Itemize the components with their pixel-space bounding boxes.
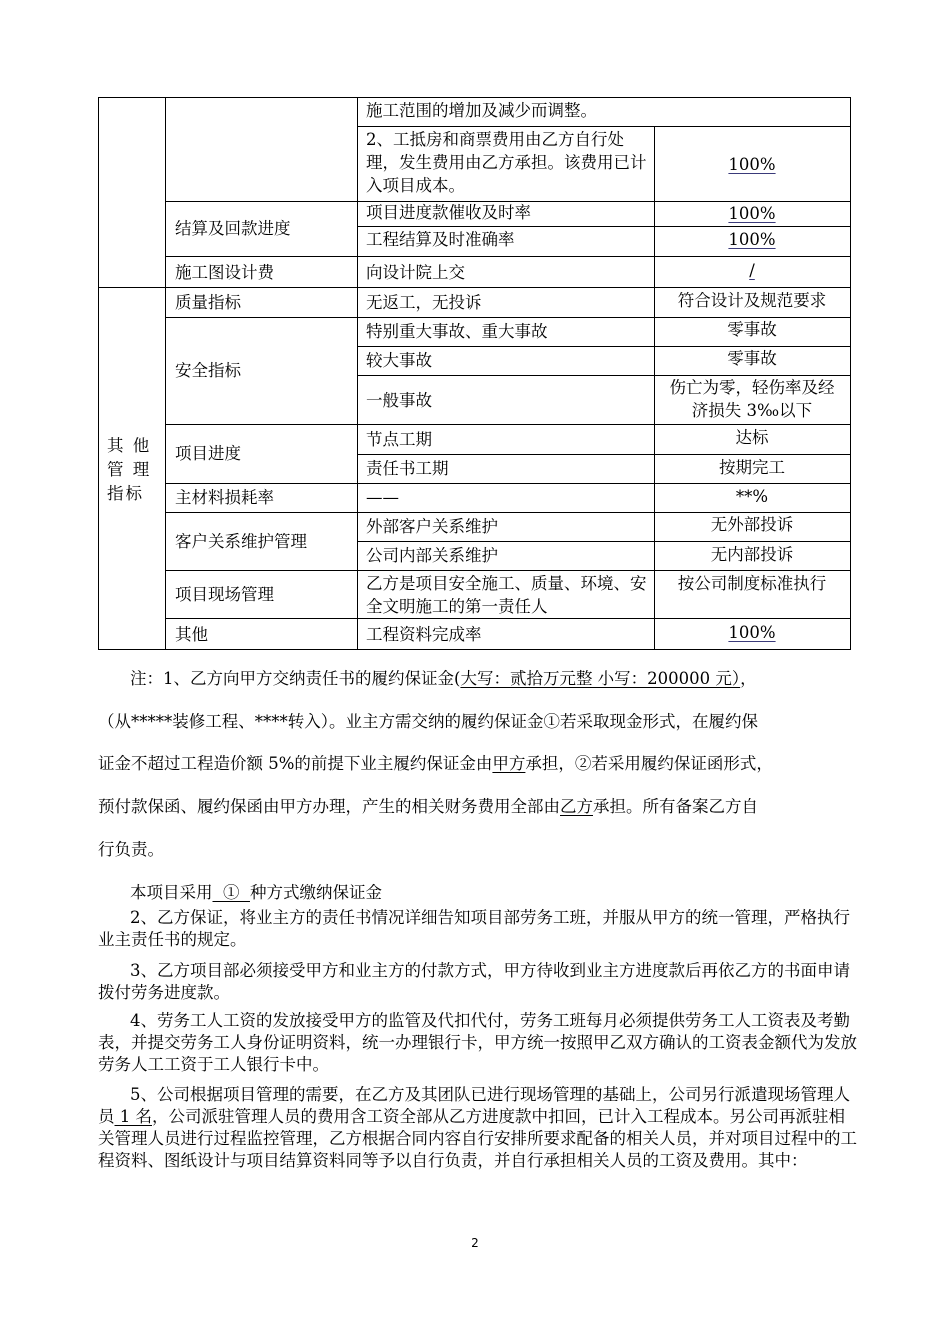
note-line-4: 预付款保函、履约保函由甲方办理，产生的相关财务费用全部由乙方承担。所有备案乙方自: [98, 797, 758, 816]
target-safety-general: 伤亡为零，轻伤率及经济损失 3‰以下: [669, 378, 835, 420]
deposit-amount: 大写：贰拾万元整 小写：200000 元）: [460, 669, 741, 688]
item-external-relations: 外部客户关系维护: [366, 517, 498, 536]
target-quality: 符合设计及规范要求: [677, 291, 827, 310]
target-node-period: 达标: [735, 428, 769, 447]
target-housing-bills: 100%: [728, 155, 776, 174]
note-line-1: 注：1、乙方向甲方交纳责任书的履约保证金(大写：贰拾万元整 小写：200000 元），: [130, 669, 757, 688]
label-design-fee: 施工图设计费: [175, 263, 274, 282]
item-internal-relations: 公司内部关系维护: [366, 546, 498, 565]
target-safety-large: 零事故: [727, 349, 777, 368]
target-settlement-accuracy: 100%: [728, 230, 776, 249]
item-node-period: 节点工期: [366, 430, 432, 449]
item-material-loss: ——: [366, 488, 399, 507]
label-customer-relations: 客户关系维护管理: [175, 532, 307, 551]
deposit-method-line: 本项目采用 ① 种方式缴纳保证金: [130, 883, 382, 902]
item-progress-collection: 项目进度款催收及时率: [366, 203, 531, 222]
label-quality: 质量指标: [175, 293, 241, 312]
target-site-management: 按公司制度标准执行: [677, 574, 827, 593]
item-settlement-accuracy: 工程结算及时准确率: [366, 230, 515, 249]
target-contract-period: 按期完工: [719, 458, 785, 477]
label-other: 其他: [175, 625, 208, 644]
staff-count: 1 名: [114, 1107, 152, 1126]
item-document-completion: 工程资料完成率: [366, 625, 482, 644]
item-safety-major: 特别重大事故、重大事故: [366, 322, 548, 341]
item-site-management: 乙方是项目安全施工、质量、环境、安全文明施工的第一责任人: [366, 574, 647, 616]
deposit-method-number: ①: [212, 883, 250, 902]
clause-4: 4、劳务工人工资的发放接受甲方的监管及代扣代付，劳务工班每月必须提供劳务工人工资表及考勤表，并提交劳务工人身份证明资料，统一办理银行卡，甲方统一按照甲乙双方确认的工资表金额代为发放劳务人工工资于工人银行卡中。: [98, 1011, 857, 1074]
target-design-fee: /: [749, 261, 755, 280]
target-external-relations: 无外部投诉: [710, 515, 794, 534]
note-line-5: 行负责。: [98, 840, 164, 859]
note-line-2: （从*****装修工程、****转入）。业主方需交纳的履约保证金①若采取现金形式，在履约保: [98, 712, 758, 731]
label-safety: 安全指标: [175, 361, 241, 380]
label-material-loss: 主材料损耗率: [175, 488, 274, 507]
item-scope-adjust: 施工范围的增加及减少而调整。: [366, 101, 597, 120]
target-progress-collection: 100%: [728, 204, 776, 223]
item-safety-large: 较大事故: [366, 351, 432, 370]
indicator-table: [98, 97, 851, 650]
item-safety-general: 一般事故: [366, 391, 432, 410]
item-design-fee: 向设计院上交: [366, 263, 465, 282]
label-settlement: 结算及回款进度: [175, 219, 291, 238]
page-number: 2: [471, 1236, 479, 1250]
clause-3: 3、乙方项目部必须接受甲方和业主方的付款方式，甲方待收到业主方进度款后再依乙方的书面申请拨付劳务进度款。: [98, 961, 850, 1002]
label-site-management: 项目现场管理: [175, 585, 274, 604]
target-internal-relations: 无内部投诉: [710, 545, 794, 564]
note-line-3: 证金不超过工程造价额 5%的前提下业主履约保证金由甲方承担，②若采用履约保证函形式，: [98, 754, 773, 773]
label-other-management: 其 他 管 理 指标: [107, 436, 152, 503]
label-project-progress: 项目进度: [175, 444, 241, 463]
target-document-completion: 100%: [728, 623, 776, 642]
item-quality: 无返工，无投诉: [366, 293, 482, 312]
item-housing-bills: 2、工抵房和商票费用由乙方自行处理，发生费用由乙方承担。该费用已计入项目成本。: [366, 130, 647, 195]
target-material-loss: **%: [735, 487, 769, 506]
item-contract-period: 责任书工期: [366, 459, 449, 478]
clause-2: 2、乙方保证，将业主方的责任书情况详细告知项目部劳务工班，并服从甲方的统一管理，严格执行业主责任书的规定。: [98, 908, 850, 949]
clause-5: 5、公司根据项目管理的需要，在乙方及其团队已进行现场管理的基础上，公司另行派遣现场管理人员 1 名，公司派驻管理人员的费用含工资全部从乙方进度款中扣回，已计入工程成本。另公司再派驻相关管理人员进行过程监控管理，乙方根据合同内容自行安排所要求配备的相关人员，并对项目过程中的工程资料、图纸设计与项目结算资料同等予以自行负责，并自行承担相关人员的工资及费用。其中：: [98, 1085, 857, 1170]
target-safety-major: 零事故: [727, 320, 777, 339]
